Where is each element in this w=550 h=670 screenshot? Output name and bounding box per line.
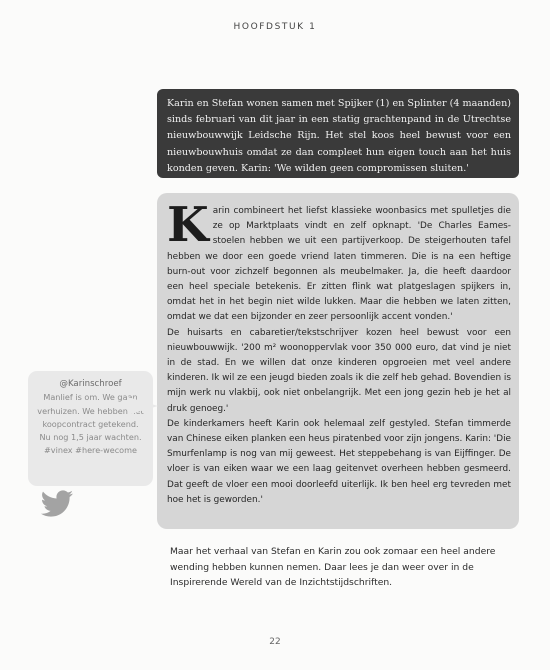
twitter-bird-icon: [40, 490, 74, 518]
chapter-header: HOOFDSTUK 1: [233, 22, 317, 32]
intro-box: [157, 89, 519, 178]
article-body-box: [157, 193, 519, 529]
tweet-handle: @Karinschroef: [59, 379, 122, 389]
drop-cap: K: [167, 197, 209, 253]
article-paragraph-3: De kinderkamers heeft Karin ook helemaal zelf gestyled. Stefan timmerde van Chinese eiken planken een heus piratenbed voor zijn jongens. Karin: 'Die Smurfenlamp is nog van mij geweest. Het steppebehang is van Eijffinger. De vloer is van eiken waar we een laag geitenvet overheen hebben gesmeerd. Dat geeft de vloer een mooi doorleefd uiterlijk. Ik ben heel erg tevreden met hoe het is geworden.': [167, 418, 511, 505]
page-number: 22: [269, 637, 281, 647]
tweet-bubble: [28, 371, 153, 486]
intro-text: Karin en Stefan wonen samen met Spijker (1) en Splinter (4 maanden) sinds februari van dit jaar in een statig grachtenpand in de Utrechtse nieuwbouwwijk Leidsche Rijn. Het stel koos heel bewust voor een nieuwbouwhuis omdat ze dan compleet hun eigen touch aan het huis konden geven. Karin: 'We wilden geen compromissen sluiten.': [167, 98, 511, 174]
article-paragraph-1-text: arin combineert het liefst klassieke woonbasics met spulletjes die ze op Marktplaats vindt en zelf opknapt. 'De Charles Eames-stoelen hebben we uit een partijverkoop. De steigerhouten tafel hebben we door een goede vriend laten timmeren. Die is na een heftige burn-out voor zichzelf begonnen als meubelmaker. Ja, die heeft daardoor een heel speciale betekenis. Er zitten flink wat platgeslagen spijkers in, omdat het in het begin niet wilde lukken. Maar die hebben we laten zitten, omdat we dat een bijzonder en zeer persoonlijk accent vonden.': [167, 206, 511, 323]
tweet-text: Manlief is om. We gaan verhuizen. We hebben het koopcontract getekend. Nu nog 1,5 jaar wachten. #vinex #here-wecome: [37, 392, 144, 456]
closing-paragraph: Maar het verhaal van Stefan en Karin zou ook zomaar een heel andere wending hebben kunnen nemen. Daar lees je dan weer over in de Inspirerende Wereld van de Inzichtstijdschriften.: [170, 546, 496, 589]
tweet-bubble-pointer: [128, 397, 158, 415]
article-paragraph-1: [167, 197, 511, 326]
article-paragraph-2: De huisarts en cabaretier/tekstschrijver kozen heel bewust voor een nieuwbouwwijk. '200 m² woonoppervlak voor 350 000 euro, dat vind je niet in de stad. En we willen dat onze kinderen opgroeien met veel andere kinderen. Ik wil ze een jeugd bieden zoals ik die zelf heb gehad. Bovendien is mijn werk nu vlakbij, ook niet onbelangrijk. Met een jong gezin heb je het al druk genoeg.': [167, 327, 511, 414]
